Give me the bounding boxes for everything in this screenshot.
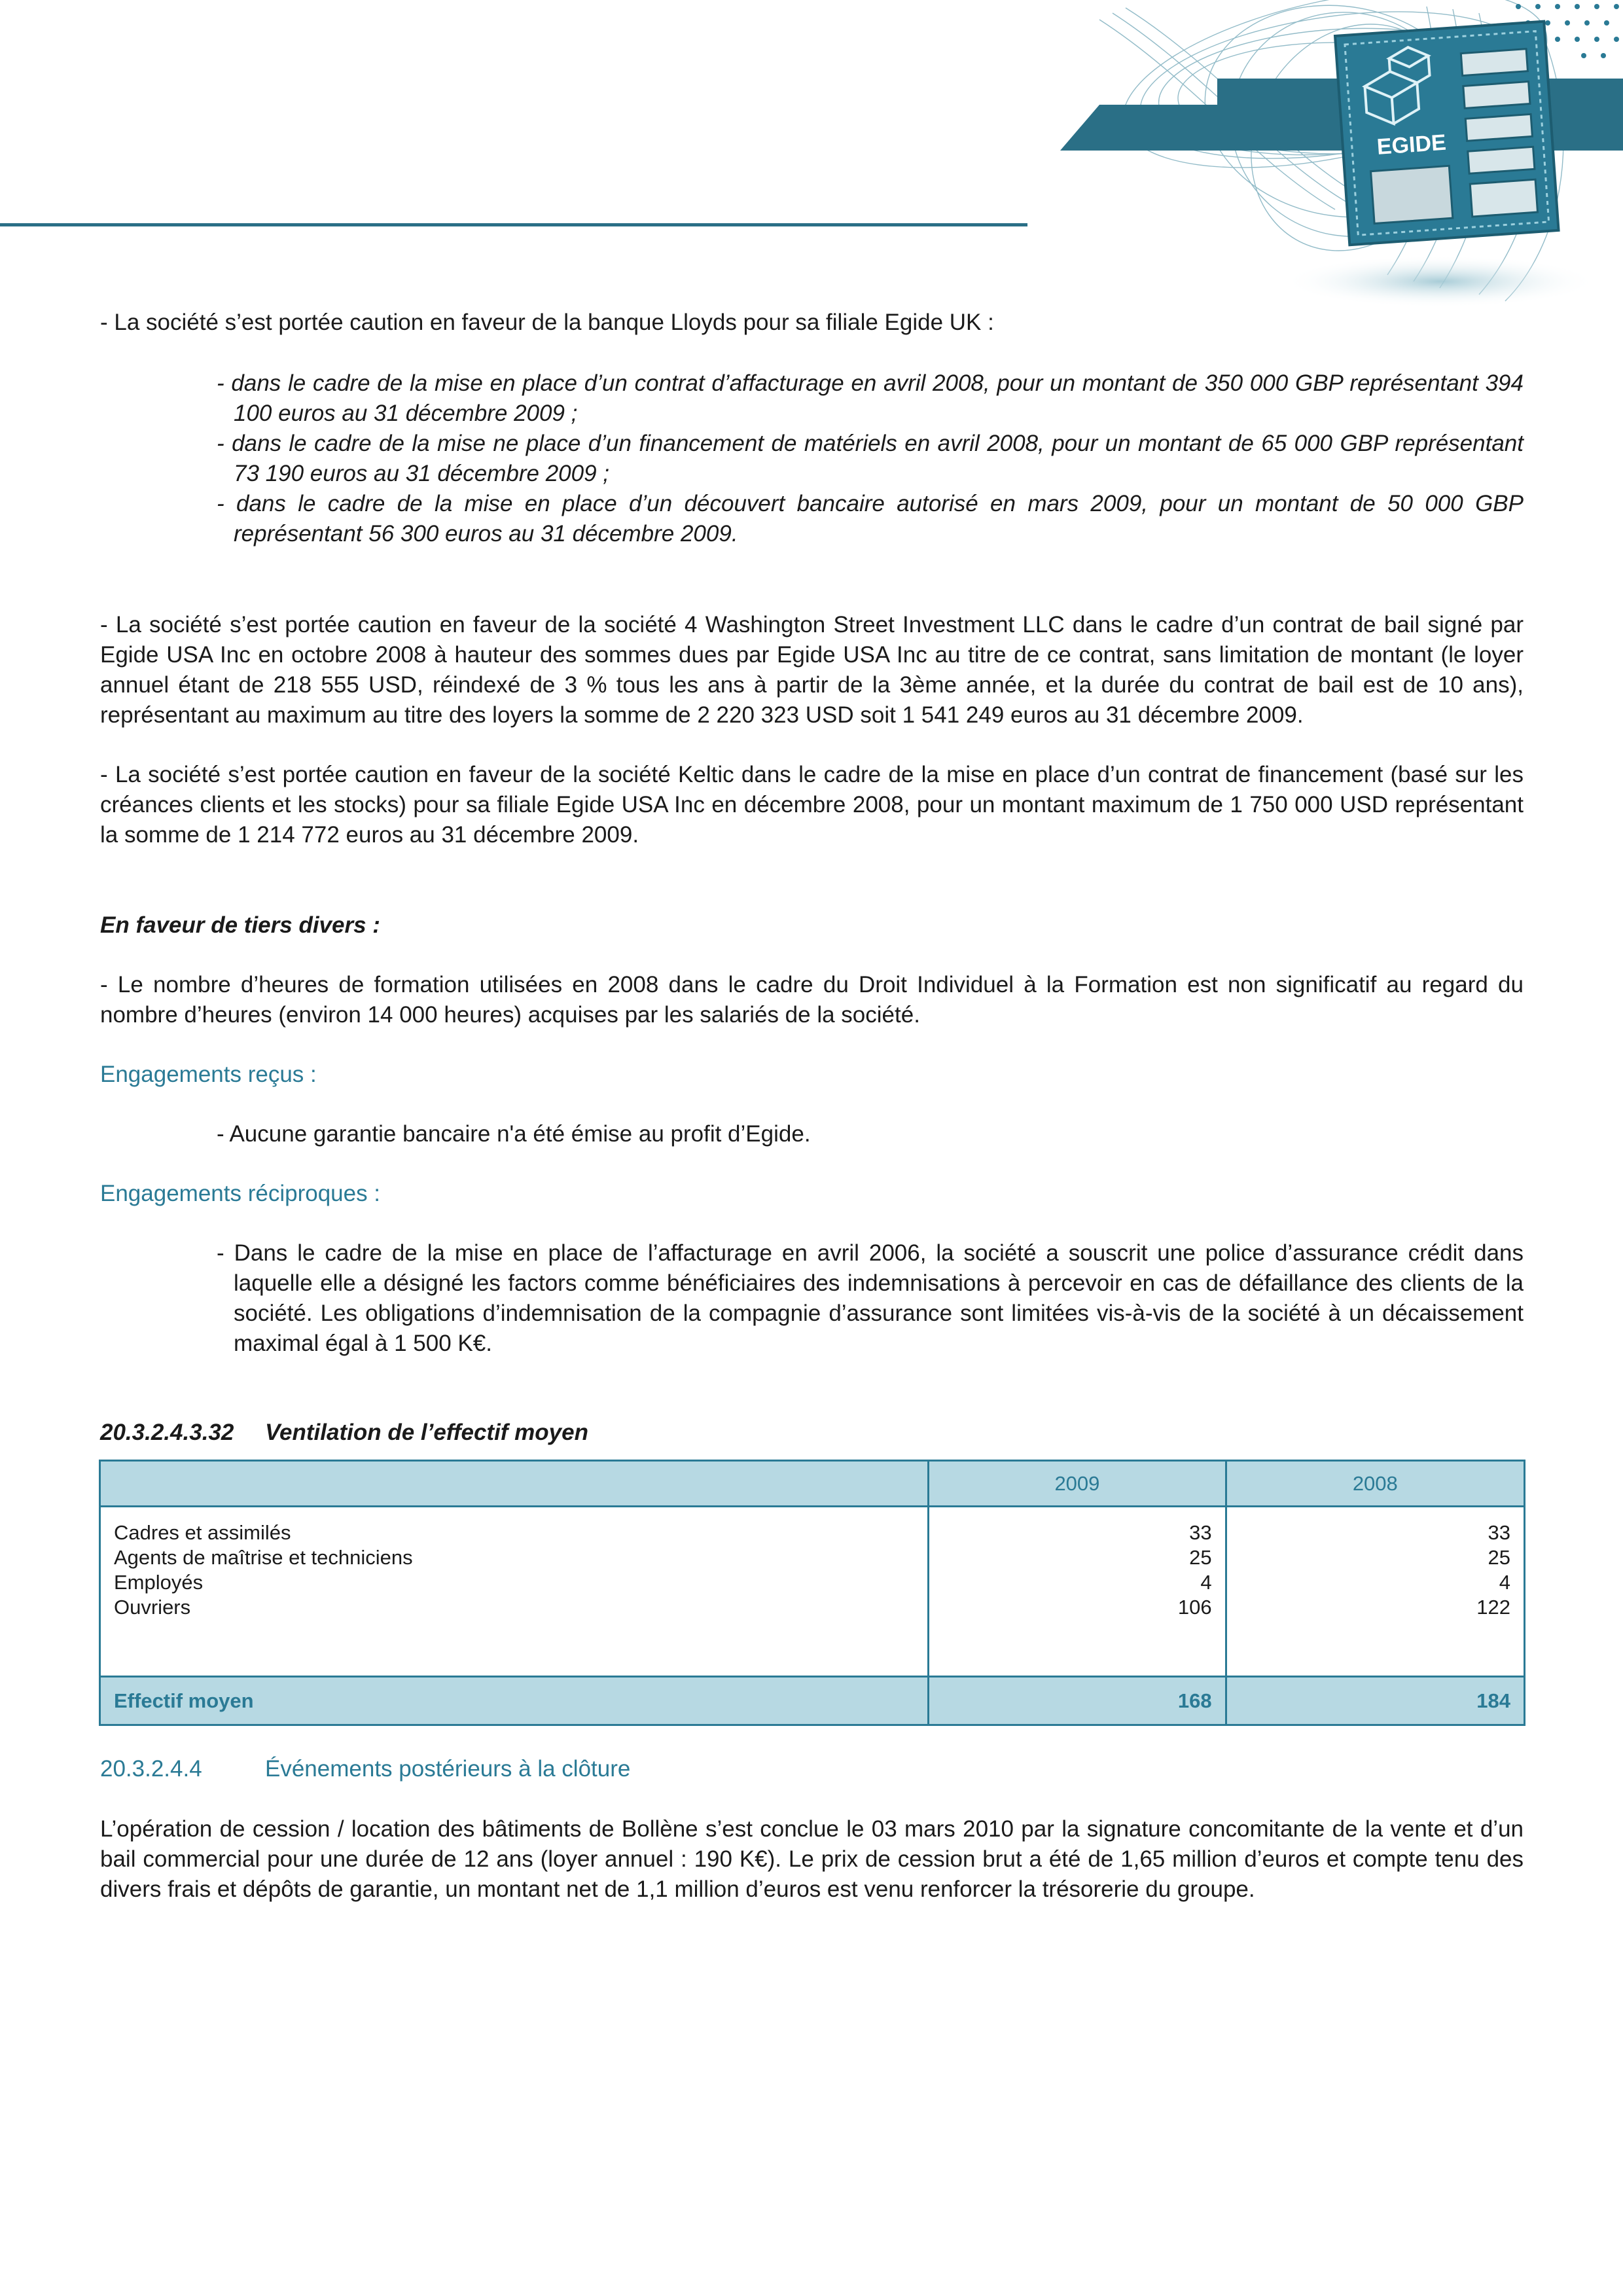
section-number: 20.3.2.4.4 <box>100 1756 202 1782</box>
table-cell-2008: 33 <box>1488 1521 1510 1544</box>
values-2009 <box>929 1507 1226 1677</box>
engagements-reciproques-item: - Dans le cadre de la mise en place de l’affacturage en avril 2006, la société a souscrit une police d’assurance crédit dans laquelle elle a désigné les factors comme bénéficiaires des indemnisations à percevoir en cas de défaillance des clients de la société. Les obligations d’indemnisation de la compagnie d’assurance sont limitées vis-à-vis de la société à un décaissement maximal égal à 1 500 K€. <box>217 1240 1524 1356</box>
table-cell-2008: 4 <box>1499 1571 1510 1594</box>
table-row-label: Agents de maîtrise et techniciens <box>114 1546 413 1569</box>
category-labels <box>100 1507 929 1677</box>
table-header-2008: 2008 <box>1226 1461 1524 1507</box>
table-cell-2009: 25 <box>1189 1546 1212 1569</box>
lloyds-intro: - La société s’est portée caution en faveur de la banque Lloyds pour sa filiale Egide UK : <box>100 310 994 335</box>
egide-chip-logo <box>1060 0 1623 314</box>
tiers-paragraph: - Le nombre d’heures de formation utilisées en 2008 dans le cadre du Droit Individuel à la Formation est non significatif au regard du nombre d’heures (environ 14 000 heures) acquises par les salariés de la société. <box>100 972 1524 1028</box>
total-label: Effectif moyen <box>100 1677 929 1725</box>
table-total-row <box>100 1677 1525 1725</box>
engagements-recus-heading: Engagements reçus : <box>100 1062 317 1087</box>
values-2008 <box>1226 1507 1524 1677</box>
keltic-paragraph: - La société s’est portée caution en faveur de la société Keltic dans le cadre de la mise en place d’un contrat de financement (basé sur les créances clients et les stocks) pour sa filiale Egide USA Inc en décembre 2008, pour un montant maximum de 1 750 000 USD représentant la somme de 1 214 772 euros au 31 décembre 2009. <box>100 762 1524 848</box>
table-row-label: Employés <box>114 1571 204 1594</box>
section-number: 20.3.2.4.3.32 <box>100 1420 234 1445</box>
total-2009: 168 <box>929 1677 1226 1725</box>
effectif-table <box>99 1460 1525 1726</box>
evenements-block <box>100 1754 1524 1905</box>
table-row-label: Cadres et assimilés <box>114 1521 291 1544</box>
table-cell-2009: 106 <box>1177 1596 1212 1619</box>
table-header-row <box>100 1461 1525 1507</box>
table-header-blank <box>100 1461 929 1507</box>
table-header-2009: 2009 <box>929 1461 1226 1507</box>
engagements-reciproques-list <box>217 1238 1524 1359</box>
engagements-reciproques-heading: Engagements réciproques : <box>100 1181 381 1206</box>
evenements-paragraph: L’opération de cession / location des bâtiments de Bollène s’est conclue le 03 mars 2010 par la signature concomitante de la vente et d’un bail commercial pour une durée de 12 ans (loyer annuel : 190 K€). Le prix de cession brut a été de 1,65 million d’euros et compte tenu des divers frais et dépôts de garantie, un montant net de 1,1 million d’euros est venu renforcer la trésorerie du groupe. <box>100 1816 1524 1902</box>
section-title: Ventilation de l’effectif moyen <box>265 1420 588 1445</box>
lloyds-item: - dans le cadre de la mise ne place d’un financement de matériels en avril 2008, pour un montant de 65 000 GBP représentant 73 190 euros au 31 décembre 2009 ; <box>217 431 1524 486</box>
lloyds-item: - dans le cadre de la mise en place d’un contrat d’affacturage en avril 2008, pour un montant de 350 000 GBP représentant 394 100 euros au 31 décembre 2009 ; <box>217 370 1524 426</box>
logo-brand-text: EGIDE <box>1376 130 1447 160</box>
evenements-section-heading <box>100 1754 1524 1784</box>
page-content <box>100 308 1524 1448</box>
total-2008: 184 <box>1226 1677 1524 1725</box>
table-cell-2009: 33 <box>1189 1521 1212 1544</box>
engagements-recus-item: - Aucune garantie bancaire n'a été émise au profit d’Egide. <box>217 1121 811 1147</box>
lloyds-item: - dans le cadre de la mise en place d’un découvert bancaire autorisé en mars 2009, pour un montant de 50 000 GBP représentant 56 300 euros au 31 décembre 2009. <box>217 491 1524 547</box>
table-row-label: Ouvriers <box>114 1596 191 1619</box>
table-cell-2008: 25 <box>1488 1546 1510 1569</box>
header-rule <box>0 223 1027 226</box>
table-cell-2008: 122 <box>1476 1596 1510 1619</box>
table-body-row <box>100 1507 1525 1677</box>
section-title: Événements postérieurs à la clôture <box>265 1756 631 1782</box>
tiers-heading: En faveur de tiers divers : <box>100 912 380 938</box>
washington-paragraph: - La société s’est portée caution en faveur de la société 4 Washington Street Investment LLC dans le cadre d’un contrat de bail signé par Egide USA Inc en octobre 2008 à hauteur des sommes dues par Egide USA Inc au titre de ce contrat, sans limitation de montant (le loyer annuel étant de 218 555 USD, réindexé de 3 % tous les ans à partir de la 3ème année, et la durée du contrat de bail est de 10 ans), représentant au maximum au titre des loyers la somme de 2 220 323 USD soit 1 541 249 euros au 31 décembre 2009. <box>100 612 1524 728</box>
effectif-section-heading <box>100 1418 1524 1448</box>
lloyds-list <box>217 368 1524 549</box>
table-cell-2009: 4 <box>1200 1571 1212 1594</box>
